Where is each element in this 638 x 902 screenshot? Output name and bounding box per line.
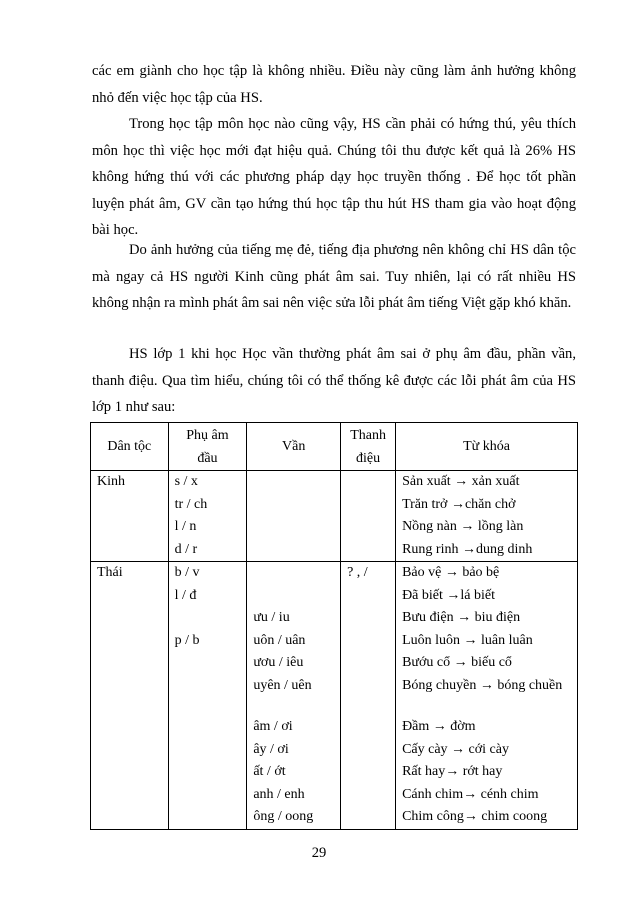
list-item: tr / ch bbox=[174, 496, 208, 512]
list-item: Nồng nàn → lồng làn bbox=[402, 519, 524, 534]
list-item: ưu / iu bbox=[253, 610, 290, 625]
list-item bbox=[175, 607, 241, 630]
list-item: uôn / uân bbox=[253, 632, 306, 648]
thanh-dieu-thai: ? , / bbox=[347, 565, 368, 580]
list-item: s / x bbox=[174, 474, 198, 489]
pronunciation-error-table bbox=[90, 422, 578, 830]
paragraph-2: Trong học tập môn học nào cũng vậy, HS cần phải có hứng thú, yêu thích môn học thì việc học mới đạt hiệu quả. Chúng tôi thu được kết quả là 26% HS không hứng thú với các phương pháp dạy học truyền thống . Để học tốt phần luyện phát âm, GV cần tạo hứng thú học tập thu hút HS tham gia vào hoạt động bài học. bbox=[92, 116, 576, 238]
list-item: Sản xuất → xản xuất bbox=[402, 474, 520, 489]
list-item: Chim công→ chim coong bbox=[402, 809, 548, 824]
list-item: Đầm → đờm bbox=[402, 719, 476, 734]
list-item: ươu / iêu bbox=[253, 655, 304, 670]
list-item: d / r bbox=[174, 541, 198, 557]
list-item: Luôn luôn → luân luân bbox=[402, 632, 533, 648]
list-item: Cánh chim→ cénh chim bbox=[402, 786, 539, 802]
list-item: Cấy cày → cới cày bbox=[402, 741, 509, 757]
list-item: l / đ bbox=[174, 587, 197, 603]
table-row-kinh bbox=[91, 471, 578, 562]
header-dan-toc: Dân tộc bbox=[91, 423, 169, 471]
list-item: Bướu cổ → biếu cổ bbox=[402, 655, 512, 670]
list-item: Bảo vệ → bảo bệ bbox=[402, 565, 500, 580]
header-thanh-dieu: Thanh điệu bbox=[341, 423, 396, 471]
list-item: b / v bbox=[174, 565, 200, 580]
table-row-thai bbox=[91, 562, 578, 830]
paragraph-4: HS lớp 1 khi học Học vần thường phát âm sai ở phụ âm đầu, phần vần, thanh điệu. Qua tìm hiểu, chúng tôi có thể thống kê được các lỗi phát âm của HS lớp 1 như sau: bbox=[92, 346, 576, 415]
list-item: ây / ơi bbox=[253, 741, 289, 757]
list-item: Trăn trở →chăn chở bbox=[402, 496, 516, 512]
list-item: l / n bbox=[174, 519, 197, 534]
table-header-row bbox=[91, 423, 578, 471]
header-phu-am-dau: Phụ âm đầu bbox=[168, 423, 247, 471]
list-item: Rất hay→ rớt hay bbox=[402, 764, 503, 779]
dan-toc-thai: Thái bbox=[97, 565, 123, 580]
header-tu-khoa: Từ khóa bbox=[396, 423, 578, 471]
dan-toc-kinh: Kinh bbox=[97, 474, 125, 489]
list-item: âm / ơi bbox=[253, 719, 293, 734]
list-item: Rung rinh →dung dinh bbox=[402, 541, 533, 557]
list-item: anh / enh bbox=[253, 786, 305, 802]
list-item: Bóng chuyền → bóng chuền bbox=[402, 677, 563, 693]
list-item: Bưu điện → biu điện bbox=[402, 610, 521, 625]
paragraph-1: các em giành cho học tập là không nhiều. Điều này cũng làm ảnh hưởng không nhỏ đến việc học tập của HS. bbox=[92, 63, 576, 106]
list-item: uyên / uên bbox=[253, 677, 312, 693]
list-item: ất / ớt bbox=[253, 764, 286, 779]
list-item: Đã biết →lá biết bbox=[402, 587, 495, 603]
paragraph-3: Do ảnh hưởng của tiếng mẹ đẻ, tiếng địa phương nên không chỉ HS dân tộc mà ngay cả HS người Kinh cũng phát âm sai. Tuy nhiên, lại có rất nhiều HS không nhận ra mình phát âm sai nên việc sửa lỗi phát âm tiếng Việt gặp khó khăn. bbox=[92, 242, 576, 311]
list-item: ông / oong bbox=[253, 809, 314, 824]
page-number: 29 bbox=[311, 845, 327, 861]
list-item: p / b bbox=[174, 632, 200, 648]
header-van: Vần bbox=[247, 423, 341, 471]
